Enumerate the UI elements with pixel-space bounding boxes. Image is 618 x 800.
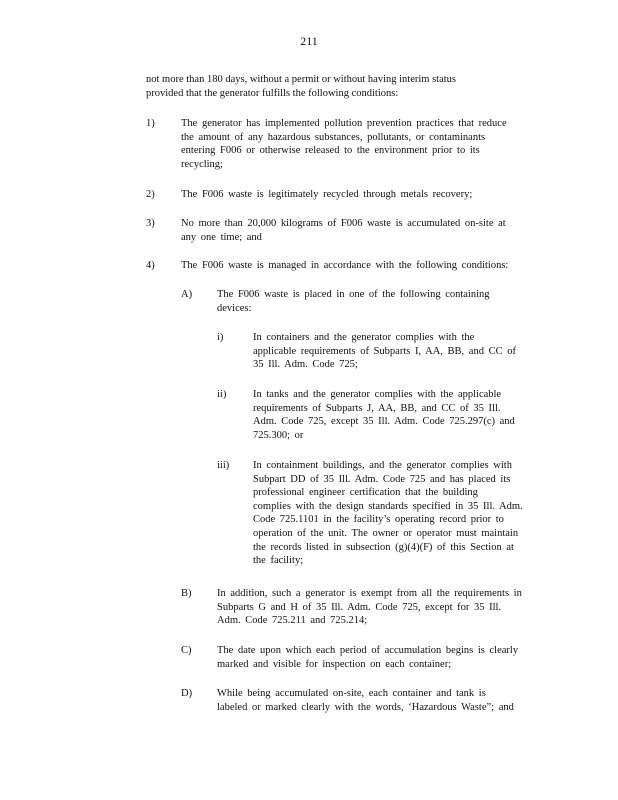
text-line: the amount of any hazardous substances, pollutants, or contaminants — [181, 131, 486, 143]
text-line: requirements of Subparts J, AA, BB, and CC of 35 Ill. — [253, 402, 501, 414]
intro-paragraph — [146, 73, 546, 100]
roman-text — [253, 459, 537, 568]
sub-text — [217, 288, 543, 315]
sub-text — [217, 644, 543, 671]
text-line: any one time; and — [181, 231, 262, 243]
roman-label: ii) — [217, 389, 227, 400]
page-number: 211 — [300, 34, 318, 48]
text-line: Adm. Code 725, except 35 Ill. Adm. Code 725.297(c) and — [253, 416, 515, 428]
text-line: The date upon which each period of accumulation begins is clearly — [217, 645, 519, 656]
text-line: Adm. Code 725.211 and 725.214; — [217, 615, 368, 627]
list-text — [181, 117, 537, 171]
list-text — [181, 259, 537, 273]
text-line: devices: — [217, 302, 252, 314]
text-line: professional engineer certification that the building — [253, 487, 478, 499]
text-line: The F006 waste is placed in one of the following containing — [217, 289, 490, 300]
text-line: No more than 20,000 kilograms of F006 waste is accumulated on-site at — [181, 218, 506, 229]
text-line: recycling; — [181, 158, 223, 170]
sub-label: A) — [181, 289, 193, 300]
text-line: The generator has implemented pollution prevention practices that reduce — [181, 118, 507, 129]
text-line: The F006 waste is managed in accordance with the following conditions: — [181, 260, 509, 271]
text-line: 35 Ill. Adm. Code 725; — [253, 359, 358, 371]
list-text — [181, 217, 537, 244]
text-line: Subparts G and H of 35 Ill. Adm. Code 725, except for 35 Ill. — [217, 601, 502, 613]
text-line: marked and visible for inspection on each container; — [217, 658, 452, 670]
roman-text — [253, 388, 537, 442]
roman-label: i) — [217, 332, 224, 343]
text-line: applicable requirements of Subparts I, AA, BB, and CC of — [253, 345, 516, 357]
list-text — [181, 188, 537, 202]
text-line: 725.300; or — [253, 429, 304, 441]
text-line: complies with the design standards specified in 35 Ill. Adm. — [253, 500, 523, 512]
text-line: In containers and the generator complies with the — [253, 332, 475, 343]
roman-label: iii) — [217, 460, 230, 471]
text-line: Subpart DD of 35 Ill. Adm. Code 725 and has placed its — [253, 473, 511, 485]
sub-label: B) — [181, 588, 192, 599]
text-line: In addition, such a generator is exempt from all the requirements in — [217, 588, 522, 599]
list-label: 2) — [146, 189, 155, 200]
sub-label: C) — [181, 645, 192, 656]
roman-text — [253, 331, 537, 372]
text-line: labeled or marked clearly with the words, ‘Hazardous Waste”; and — [217, 701, 514, 713]
sub-label: D) — [181, 688, 193, 699]
text-line: While being accumulated on-site, each container and tank is — [217, 688, 486, 699]
list-label: 1) — [146, 118, 155, 129]
text-line: In tanks and the generator complies with the applicable — [253, 389, 502, 400]
sub-text — [217, 587, 543, 628]
text-line: Code 725.1101 in the facility’s operating record prior to — [253, 514, 504, 526]
text-line: not more than 180 days, without a permit or without having interim status — [146, 74, 456, 85]
text-line: In containment buildings, and the generator complies with — [253, 460, 512, 471]
list-label: 4) — [146, 260, 155, 271]
text-line: provided that the generator fulfills the following conditions: — [146, 87, 399, 99]
text-line: the facility; — [253, 555, 304, 567]
text-line: the records listed in subsection (g)(4)(F) of this Section at — [253, 541, 514, 553]
text-line: entering F006 or otherwise released to the environment prior to its — [181, 145, 480, 157]
text-line: The F006 waste is legitimately recycled through metals recovery; — [181, 189, 473, 200]
sub-text — [217, 687, 543, 714]
list-label: 3) — [146, 218, 155, 229]
text-line: operation of the unit. The owner or operator must maintain — [253, 527, 519, 539]
